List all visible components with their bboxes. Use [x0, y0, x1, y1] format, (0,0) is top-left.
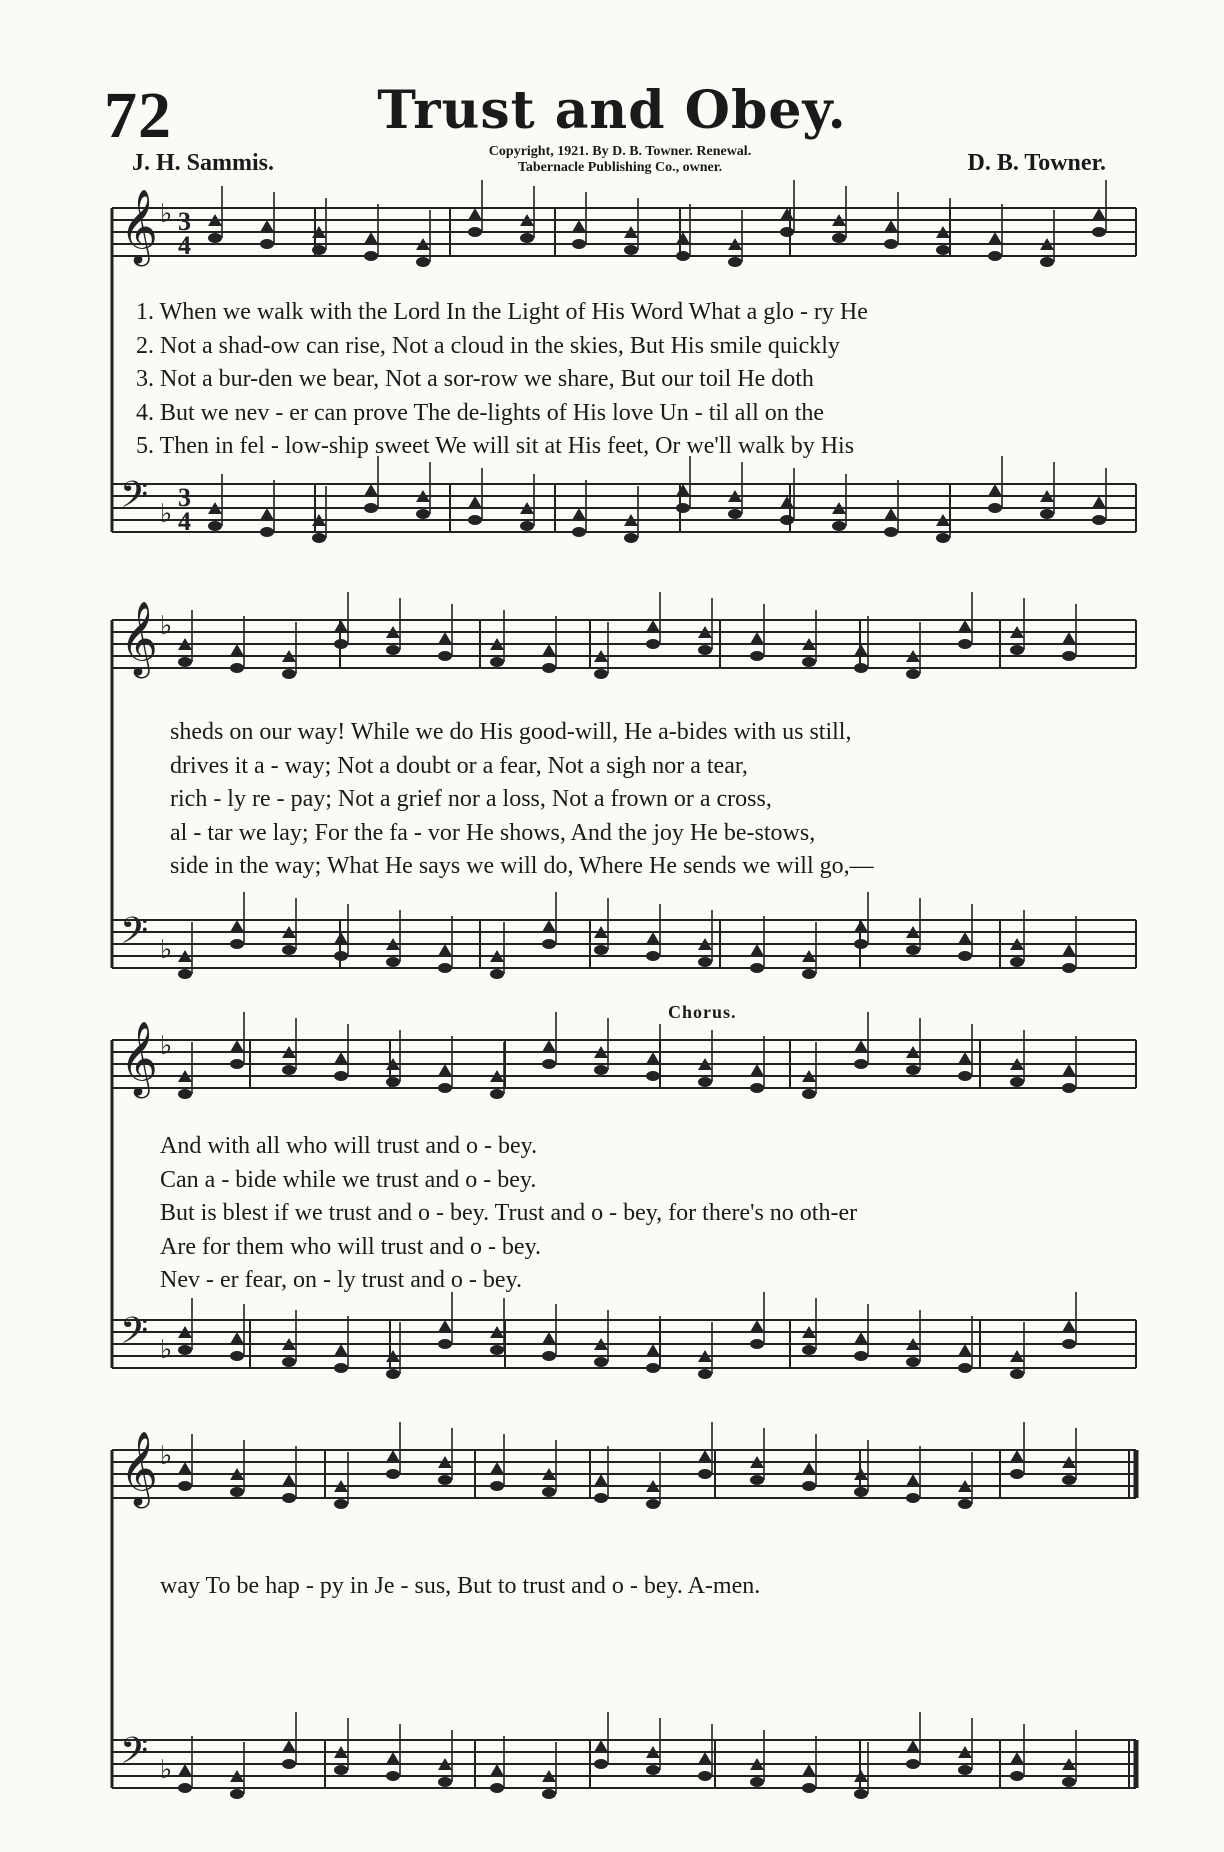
- system-3-treble-note: [490, 1089, 504, 1099]
- system-4-bass-note: [334, 1765, 348, 1775]
- system-1-bass-note: [416, 509, 430, 519]
- system-3-treble-note: [1062, 1083, 1076, 1093]
- system-2-bass-clef: 𝄢: [120, 910, 149, 961]
- system-3-bass-note: [178, 1345, 192, 1355]
- system-2-bass-note: [802, 969, 816, 979]
- system-1-bass-note: [260, 527, 274, 537]
- system-1-treble-note: [988, 251, 1002, 261]
- system-1-treble-note: [572, 220, 586, 232]
- system-2-treble-note: [750, 632, 764, 644]
- system-3-treble-note: [1062, 1064, 1076, 1076]
- system-3-bass-note: [698, 1369, 712, 1379]
- lyric-line: But is blest if we trust and o - bey. Trust and o - bey, for there's no oth-er: [160, 1200, 858, 1226]
- system-3-treble-note: [542, 1040, 556, 1052]
- system-4-treble-note: [282, 1474, 296, 1486]
- lyric-line: drives it a - way; Not a doubt or a fear, Not a sigh nor a tear,: [170, 752, 748, 779]
- hymn-title: Trust and Obey.: [377, 80, 847, 141]
- system-3-key-flat: ♭: [160, 1335, 173, 1365]
- system-2-treble-note: [490, 657, 504, 667]
- system-3-bass-note: [1062, 1339, 1076, 1349]
- system-1-treble-note: [728, 257, 742, 267]
- system-3-bass-note: [594, 1357, 608, 1367]
- system-3-bass-note: [438, 1320, 452, 1332]
- system-2-bass-note: [334, 932, 348, 944]
- system-4-treble-note: [750, 1475, 764, 1485]
- system-3-bass-note: [854, 1351, 868, 1361]
- system-3-bass-note: [282, 1357, 296, 1367]
- system-4-treble-note: [542, 1487, 556, 1497]
- system-1-treble-note: [624, 245, 638, 255]
- system-1-bass-note: [1092, 515, 1106, 525]
- system-3-treble-note: [750, 1064, 764, 1076]
- system-4-bass-note: [646, 1765, 660, 1775]
- system-1-bass-note: [520, 521, 534, 531]
- system-4-treble-note: [958, 1499, 972, 1509]
- system-2-key-flat: ♭: [160, 611, 173, 641]
- system-4-treble-note: [334, 1499, 348, 1509]
- system-3-treble-note: [594, 1065, 608, 1075]
- system-4-bass-note: [854, 1789, 868, 1799]
- system-4-bass-note: [698, 1771, 712, 1781]
- lyric-line: 1. When we walk with the Lord In the Light of His Word What a glo - ry He: [136, 299, 868, 325]
- system-3-bass-note: [542, 1332, 556, 1344]
- system-3-treble-note: [958, 1071, 972, 1081]
- system-3-bass-note: [438, 1339, 452, 1349]
- verse-lyrics-system-1: [136, 296, 868, 464]
- system-3-treble-note: [906, 1065, 920, 1075]
- system-2-treble-note: [1010, 645, 1024, 655]
- system-2-treble-note: [178, 657, 192, 667]
- system-2-bass-note: [958, 951, 972, 961]
- system-2-treble-note: [906, 669, 920, 679]
- system-4-bass-note: [802, 1783, 816, 1793]
- system-3-bass-note: [646, 1363, 660, 1373]
- system-4-treble-note: [386, 1469, 400, 1479]
- system-3-bass-note: [750, 1339, 764, 1349]
- system-2-bass-note: [542, 920, 556, 932]
- system-2-treble-note: [230, 644, 244, 656]
- system-2-bass-note: [438, 963, 452, 973]
- system-3-bass-note: [750, 1320, 764, 1332]
- system-3-bass-note: [230, 1332, 244, 1344]
- system-3-bass-note: [958, 1363, 972, 1373]
- system-3-treble-note: [542, 1059, 556, 1069]
- system-4-treble-note: [178, 1481, 192, 1491]
- lyric-line: 2. Not a shad-ow can rise, Not a cloud in the skies, But His smile quickly: [136, 332, 840, 359]
- lyric-line: 5. Then in fel - low-ship sweet We will sit at His feet, Or we'll walk by His: [136, 433, 855, 459]
- system-3-treble-note: [646, 1052, 660, 1064]
- system-2-treble-note: [334, 639, 348, 649]
- system-4-bass-clef: 𝄢: [120, 1730, 149, 1781]
- system-3-treble-note: [334, 1071, 348, 1081]
- system-2-bass-note: [386, 957, 400, 967]
- system-4-treble-note: [854, 1487, 868, 1497]
- system-2-bass-note: [594, 945, 608, 955]
- system-4-treble-note: [490, 1481, 504, 1491]
- system-4-bass-note: [178, 1783, 192, 1793]
- system-4-bass-note: [750, 1777, 764, 1787]
- system-1-treble-note: [208, 233, 222, 243]
- system-4-treble-note: [386, 1450, 400, 1462]
- system-1-treble-note: [260, 220, 274, 232]
- system-1-bass-clef: 𝄢: [120, 474, 149, 525]
- system-3-bass-note: [854, 1332, 868, 1344]
- system-2-bass-note: [542, 939, 556, 949]
- system-4-treble-note: [490, 1462, 504, 1474]
- system-1-treble-note: [936, 245, 950, 255]
- system-1-bass-note: [780, 496, 794, 508]
- system-1-bass-note: [676, 503, 690, 513]
- system-1-treble-note: [468, 227, 482, 237]
- system-1-bass-note: [364, 503, 378, 513]
- system-1-treble-note: [260, 239, 274, 249]
- system-4-bass-note: [542, 1789, 556, 1799]
- system-1-treble-note: [832, 233, 846, 243]
- system-3-treble-note: [334, 1052, 348, 1064]
- system-3-treble-note: [958, 1052, 972, 1064]
- system-2-treble-note: [646, 639, 660, 649]
- system-4-bass-note: [698, 1752, 712, 1764]
- system-1-bass-note: [884, 527, 898, 537]
- system-3-treble-note: [230, 1059, 244, 1069]
- system-3-treble-note: [698, 1077, 712, 1087]
- system-3-treble-note: [386, 1077, 400, 1087]
- lyric-line: And with all who will trust and o - bey.: [160, 1133, 538, 1159]
- system-2-treble-note: [542, 644, 556, 656]
- system-1-treble-note: [416, 257, 430, 267]
- copyright-line-1: Copyright, 1921. By D. B. Towner. Renewal.: [488, 144, 752, 159]
- system-2-bass-note: [230, 939, 244, 949]
- system-2-treble-note: [334, 620, 348, 632]
- system-4-treble-note: [906, 1474, 920, 1486]
- system-3-bass-note: [490, 1345, 504, 1355]
- system-3-bass-note: [542, 1351, 556, 1361]
- system-1-bass-note: [936, 533, 950, 543]
- system-4-treble-note: [230, 1487, 244, 1497]
- lyric-line: sheds on our way! While we do His good-will, He a-bides with us still,: [170, 719, 852, 745]
- system-1-bass-note: [364, 484, 378, 496]
- system-2-bass-note: [958, 932, 972, 944]
- verse-lyrics-system-2: [170, 716, 874, 884]
- system-2-treble-note: [438, 632, 452, 644]
- system-3-treble-note: [438, 1064, 452, 1076]
- system-3-bass-note: [334, 1344, 348, 1356]
- system-1-treble-note: [676, 251, 690, 261]
- system-1-bass-note: [988, 484, 1002, 496]
- system-1-treble-note: [1092, 227, 1106, 237]
- system-4-bass-note: [1010, 1752, 1024, 1764]
- system-2-key-flat: ♭: [160, 935, 173, 965]
- system-1-bass-note: [884, 508, 898, 520]
- system-4-treble-note: [1010, 1469, 1024, 1479]
- system-1-bass-note: [572, 508, 586, 520]
- system-1-treble-note: [676, 232, 690, 244]
- system-1-treble-note: [364, 251, 378, 261]
- system-1-time-signature: 4: [178, 507, 191, 536]
- system-3-treble-clef: 𝄞: [120, 1022, 158, 1096]
- system-2-treble-note: [438, 651, 452, 661]
- system-3-treble-note: [854, 1059, 868, 1069]
- system-2-treble-note: [646, 620, 660, 632]
- system-2-treble-note: [386, 645, 400, 655]
- hymn-number: 72: [104, 79, 172, 152]
- system-1-bass-note: [676, 484, 690, 496]
- system-2-bass-note: [646, 932, 660, 944]
- system-4-treble-note: [178, 1462, 192, 1474]
- system-4-bass-note: [802, 1764, 816, 1776]
- system-4-key-flat: ♭: [160, 1441, 173, 1471]
- lyric-line: al - tar we lay; For the fa - vor He shows, And the joy He be-stows,: [170, 819, 816, 846]
- composer-credit: D. B. Towner.: [967, 150, 1106, 176]
- system-2-bass-note: [334, 951, 348, 961]
- system-2-treble-note: [750, 651, 764, 661]
- system-1-treble-note: [780, 208, 794, 220]
- chorus-label: Chorus.: [668, 1002, 737, 1022]
- system-2-bass-note: [230, 920, 244, 932]
- system-2-bass-note: [1062, 963, 1076, 973]
- system-3-treble-note: [646, 1071, 660, 1081]
- system-4-bass-note: [958, 1765, 972, 1775]
- system-3-treble-note: [438, 1083, 452, 1093]
- system-4-treble-note: [1010, 1450, 1024, 1462]
- system-4-treble-note: [1062, 1475, 1076, 1485]
- system-2-treble-note: [958, 620, 972, 632]
- system-1-treble-note: [884, 220, 898, 232]
- system-2-treble-note: [542, 663, 556, 673]
- system-1-treble-note: [468, 208, 482, 220]
- system-1-treble-note: [1092, 208, 1106, 220]
- lyric-line: side in the way; What He says we will do, Where He sends we will go,—: [170, 853, 874, 879]
- system-4-treble-note: [698, 1469, 712, 1479]
- system-1-time-signature: 4: [178, 231, 191, 260]
- system-3-treble-note: [178, 1089, 192, 1099]
- system-4-bass-note: [386, 1752, 400, 1764]
- system-4-bass-note: [438, 1777, 452, 1787]
- system-2-bass-note: [1062, 944, 1076, 956]
- system-4-treble-note: [282, 1493, 296, 1503]
- lyric-line: way To be hap - py in Je - sus, But to trust and o - bey. A-men.: [160, 1573, 761, 1599]
- system-3-bass-note: [958, 1344, 972, 1356]
- system-4-bass-note: [386, 1771, 400, 1781]
- system-4-bass-note: [490, 1783, 504, 1793]
- system-3-bass-note: [334, 1363, 348, 1373]
- system-2-bass-note: [490, 969, 504, 979]
- system-4-bass-note: [1010, 1771, 1024, 1781]
- system-2-bass-note: [854, 939, 868, 949]
- system-1-treble-note: [572, 239, 586, 249]
- system-2-treble-note: [1062, 651, 1076, 661]
- system-3-treble-note: [282, 1065, 296, 1075]
- system-1-key-flat: ♭: [160, 499, 173, 529]
- system-1-bass-note: [988, 503, 1002, 513]
- system-1-treble-note: [364, 232, 378, 244]
- system-1-bass-note: [260, 508, 274, 520]
- system-2-bass-note: [698, 957, 712, 967]
- lyric-line: rich - ly re - pay; Not a grief nor a loss, Not a frown or a cross,: [170, 786, 772, 812]
- system-1-treble-note: [312, 245, 326, 255]
- system-1-bass-note: [1092, 496, 1106, 508]
- system-3-bass-note: [646, 1344, 660, 1356]
- system-4-bass-note: [906, 1759, 920, 1769]
- system-3-bass-note: [386, 1369, 400, 1379]
- system-1-time-signature: 3: [178, 207, 191, 236]
- system-2-treble-note: [698, 645, 712, 655]
- system-2-treble-note: [594, 669, 608, 679]
- system-4-treble-note: [594, 1474, 608, 1486]
- lyric-line: Can a - bide while we trust and o - bey.: [160, 1166, 537, 1193]
- system-3-key-flat: ♭: [160, 1031, 173, 1061]
- system-1-bass-note: [572, 527, 586, 537]
- system-2-bass-note: [646, 951, 660, 961]
- system-4-bass-note: [282, 1759, 296, 1769]
- system-2-bass-note: [906, 945, 920, 955]
- system-1-bass-note: [468, 496, 482, 508]
- system-3-bass-note: [230, 1351, 244, 1361]
- system-1-bass-note: [780, 515, 794, 525]
- system-2-treble-note: [958, 639, 972, 649]
- author-credit: J. H. Sammis.: [132, 150, 275, 176]
- system-3-treble-note: [802, 1089, 816, 1099]
- system-1-bass-note: [832, 521, 846, 531]
- system-2-treble-note: [802, 657, 816, 667]
- system-2-bass-note: [750, 963, 764, 973]
- system-1-treble-note: [884, 239, 898, 249]
- system-4-treble-note: [698, 1450, 712, 1462]
- system-4-treble-note: [646, 1499, 660, 1509]
- lyric-line: 3. Not a bur-den we bear, Not a sor-row we share, But our toil He doth: [136, 366, 814, 392]
- lyric-line: Are for them who will trust and o - bey.: [160, 1233, 542, 1260]
- lyrics-system-4: [160, 1570, 760, 1604]
- system-2-treble-note: [1062, 632, 1076, 644]
- system-3-bass-clef: 𝄢: [120, 1310, 149, 1361]
- system-4-treble-note: [906, 1493, 920, 1503]
- system-2-bass-note: [282, 945, 296, 955]
- system-4-bass-note: [906, 1740, 920, 1752]
- system-3-treble-note: [854, 1040, 868, 1052]
- system-1-key-flat: ♭: [160, 199, 173, 229]
- system-2-bass-note: [750, 944, 764, 956]
- system-2-treble-note: [282, 669, 296, 679]
- system-2-bass-note: [1010, 957, 1024, 967]
- system-3-bass-note: [802, 1345, 816, 1355]
- system-2-treble-note: [854, 663, 868, 673]
- verse-lyrics-system-3: [160, 1130, 857, 1298]
- system-1-treble-note: [1040, 257, 1054, 267]
- system-1-treble-note: [520, 233, 534, 243]
- system-4-bass-note: [1062, 1777, 1076, 1787]
- system-1-treble-note: [988, 232, 1002, 244]
- system-4-bass-note: [594, 1759, 608, 1769]
- system-1-time-signature: 3: [178, 483, 191, 512]
- system-3-treble-note: [230, 1040, 244, 1052]
- system-4-treble-clef: 𝄞: [120, 1432, 158, 1506]
- system-4-treble-note: [802, 1462, 816, 1474]
- system-1-bass-note: [312, 533, 326, 543]
- system-4-treble-note: [438, 1475, 452, 1485]
- system-2-treble-clef: 𝄞: [120, 602, 158, 676]
- system-1-treble-note: [780, 227, 794, 237]
- lyric-line: 4. But we nev - er can prove The de-lights of His love Un - til all on the: [136, 399, 825, 426]
- system-1-bass-note: [468, 515, 482, 525]
- system-3-bass-note: [1010, 1369, 1024, 1379]
- system-2-bass-note: [178, 969, 192, 979]
- system-3-bass-note: [906, 1357, 920, 1367]
- system-1-bass-note: [624, 533, 638, 543]
- system-2-treble-note: [854, 644, 868, 656]
- system-2-treble-note: [230, 663, 244, 673]
- system-4-bass-note: [282, 1740, 296, 1752]
- system-1-bass-note: [1040, 509, 1054, 519]
- system-3-treble-note: [1010, 1077, 1024, 1087]
- system-4-bass-note: [230, 1789, 244, 1799]
- system-4-treble-note: [594, 1493, 608, 1503]
- system-4-treble-note: [802, 1481, 816, 1491]
- system-4-bass-note: [594, 1740, 608, 1752]
- system-1-bass-note: [728, 509, 742, 519]
- system-4-bass-note: [178, 1764, 192, 1776]
- lyric-line: Nev - er fear, on - ly trust and o - bey.: [160, 1267, 523, 1293]
- system-3-bass-note: [1062, 1320, 1076, 1332]
- copyright-line-2: Tabernacle Publishing Co., owner.: [517, 160, 723, 175]
- system-1-treble-clef: 𝄞: [120, 190, 158, 264]
- system-1-bass-note: [208, 521, 222, 531]
- system-4-bass-note: [490, 1764, 504, 1776]
- system-4-key-flat: ♭: [160, 1755, 173, 1785]
- system-2-bass-note: [854, 920, 868, 932]
- system-2-bass-note: [438, 944, 452, 956]
- system-3-treble-note: [750, 1083, 764, 1093]
